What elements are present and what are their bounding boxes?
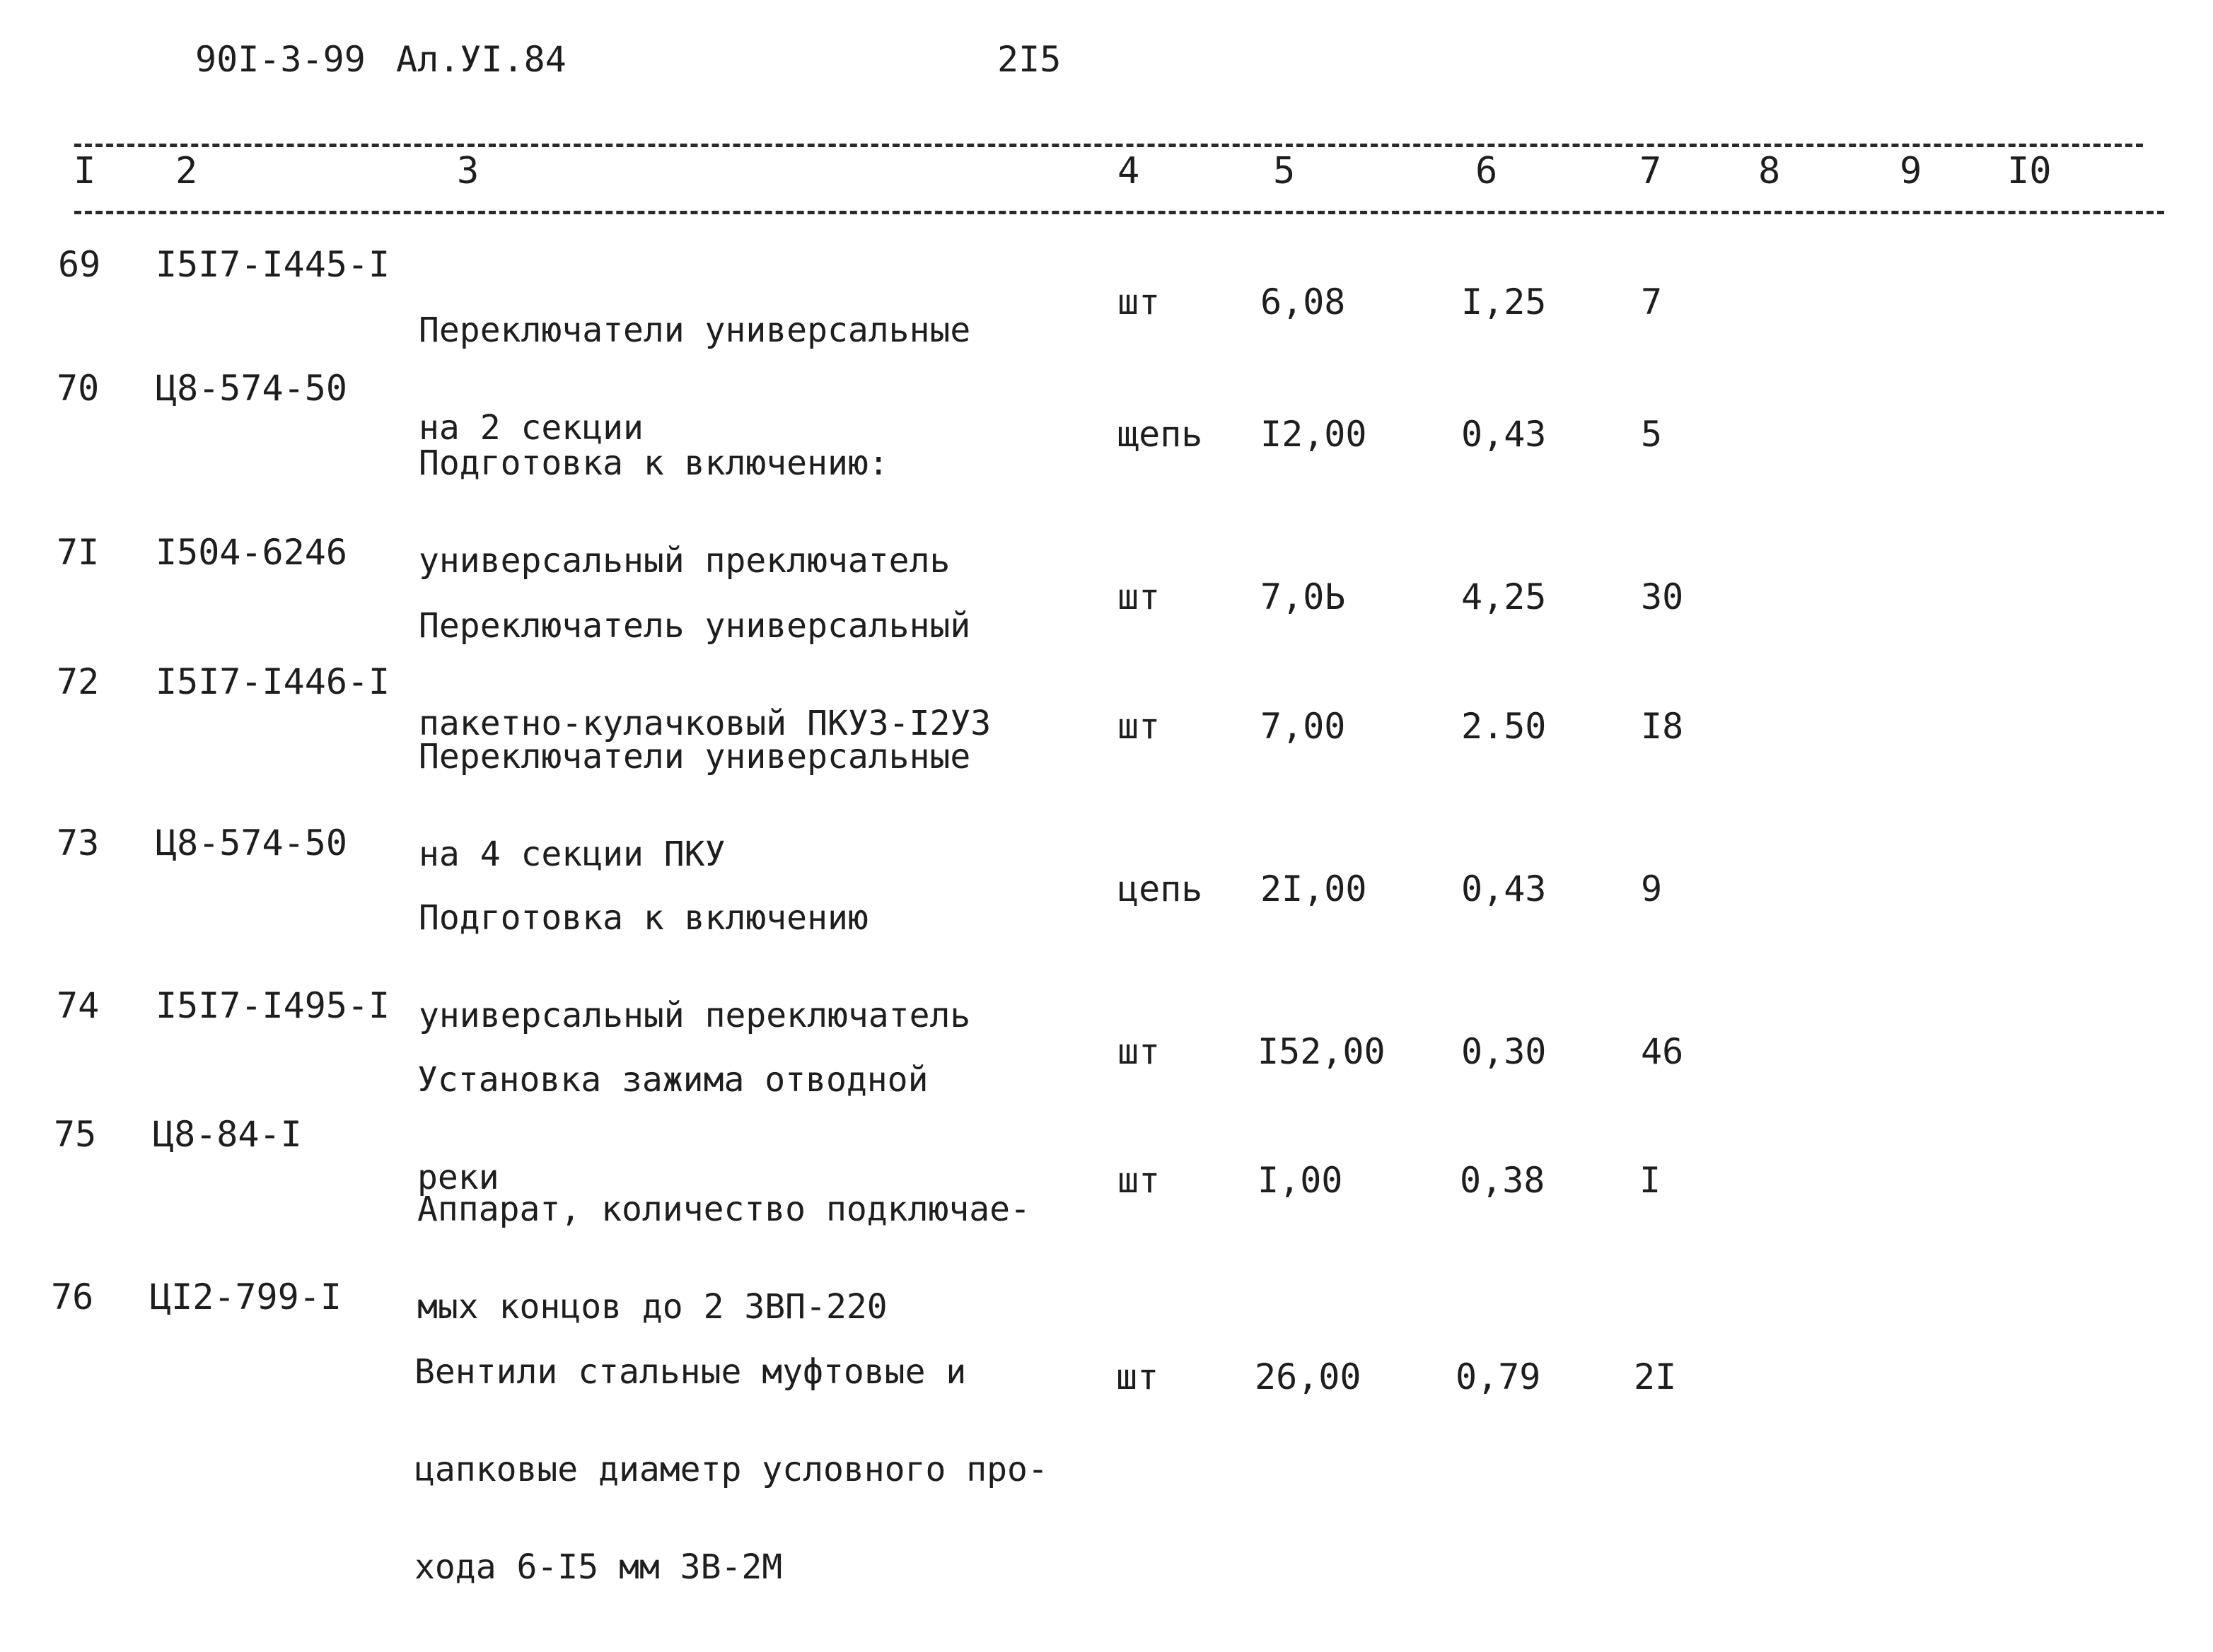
- row-code: Ц8-574-50: [156, 822, 347, 863]
- row-norm: 0,30: [1461, 1031, 1547, 1072]
- row-quantity: I52,00: [1257, 1031, 1386, 1072]
- row-total: 30: [1641, 576, 1684, 617]
- album-code: Ал.УI.84: [396, 39, 567, 80]
- row-total: 9: [1641, 868, 1663, 909]
- row-norm: 0,43: [1461, 414, 1547, 455]
- row-total: I: [1639, 1160, 1661, 1201]
- row-description-line: хода 6-I5 мм ЗВ-2М: [414, 1547, 783, 1587]
- document-code: 90I-3-99: [195, 39, 366, 80]
- row-quantity: 7,0Ь: [1260, 576, 1346, 617]
- row-unit: шт: [1117, 706, 1161, 747]
- column-header-7: 7: [1639, 150, 1662, 192]
- table-top-rule: [74, 144, 2143, 147]
- column-header-6: 6: [1475, 150, 1498, 192]
- row-number: 74: [57, 985, 100, 1026]
- row-description-line: Переключатель универсальный: [419, 606, 971, 646]
- row-norm: 0,43: [1461, 868, 1547, 909]
- row-description-line: универсальный преключатель: [419, 541, 951, 581]
- column-header-9: 9: [1900, 150, 1922, 192]
- row-description-line: Подготовка к включению:: [419, 443, 889, 483]
- row-total: 2I: [1634, 1356, 1677, 1397]
- column-header-2: 2: [175, 150, 198, 192]
- row-norm: 0,79: [1456, 1356, 1541, 1397]
- row-number: 75: [54, 1114, 97, 1155]
- row-norm: 2.50: [1461, 706, 1547, 747]
- row-unit: шт: [1117, 576, 1161, 617]
- row-quantity: I2,00: [1260, 414, 1367, 455]
- row-unit: щепь: [1117, 414, 1203, 455]
- row-total: 46: [1641, 1031, 1684, 1072]
- row-number: 69: [58, 244, 101, 285]
- column-header-4: 4: [1117, 150, 1140, 192]
- column-header-3: 3: [457, 150, 480, 192]
- row-code: ЦI2-799-I: [150, 1276, 342, 1317]
- row-unit: шт: [1116, 1356, 1159, 1397]
- row-number: 7I: [57, 532, 100, 573]
- row-description-line: универсальный переключатель: [419, 996, 971, 1035]
- row-description-line: Вентили стальные муфтовые и: [414, 1352, 967, 1392]
- row-quantity: 2I,00: [1260, 868, 1367, 909]
- row-norm: I,25: [1461, 281, 1547, 322]
- row-code: I504-6246: [156, 532, 347, 573]
- row-unit: цепь: [1117, 868, 1203, 909]
- row-total: 5: [1641, 414, 1663, 455]
- row-description-line: на 2 секции: [419, 408, 644, 448]
- row-description-line: реки: [417, 1158, 499, 1197]
- row-norm: 4,25: [1461, 576, 1547, 617]
- row-description-line: Аппарат, количество подключае-: [417, 1189, 1030, 1229]
- row-description-line: Подготовка к включению: [419, 898, 869, 938]
- row-description-line: мых концов до 2 ЗВП-220: [417, 1287, 888, 1327]
- row-number: 70: [57, 368, 100, 409]
- row-unit: шт: [1117, 281, 1161, 322]
- column-header-10: I0: [2007, 150, 2052, 192]
- row-unit: шт: [1117, 1160, 1161, 1201]
- row-quantity: I,00: [1257, 1160, 1343, 1201]
- row-number: 76: [51, 1276, 94, 1317]
- row-quantity: 6,08: [1260, 281, 1346, 322]
- row-code: I5I7-I445-I: [156, 244, 390, 285]
- row-number: 72: [57, 661, 100, 702]
- row-unit: шт: [1117, 1031, 1161, 1072]
- row-norm: 0,38: [1460, 1160, 1545, 1201]
- row-code: Ц8-574-50: [156, 368, 347, 409]
- row-code: Ц8-84-I: [153, 1114, 302, 1155]
- row-description-line: пакетно-кулачковый ПКУЗ-I2УЗ: [419, 704, 992, 743]
- row-description-line: цапковые диаметр условного про-: [414, 1450, 1048, 1489]
- row-code: I5I7-I446-I: [156, 661, 390, 702]
- row-total: I8: [1641, 706, 1684, 747]
- row-quantity: 26,00: [1255, 1356, 1361, 1397]
- page-number: 2I5: [997, 39, 1062, 80]
- row-description-line: Установка зажима отводной: [417, 1060, 929, 1100]
- row-total: 7: [1641, 281, 1663, 322]
- column-header-1: I: [74, 150, 96, 192]
- row-description: [414, 1287, 1048, 1648]
- row-code: I5I7-I495-I: [156, 985, 390, 1026]
- column-header-5: 5: [1273, 150, 1296, 192]
- row-quantity: 7,00: [1260, 706, 1346, 747]
- row-description-line: Переключатели универсальные: [419, 737, 971, 776]
- row-number: 73: [57, 822, 100, 863]
- column-header-8: 8: [1758, 150, 1781, 192]
- header-bottom-rule: [74, 211, 2164, 214]
- row-description-line: на 4 секции ПКУ: [419, 834, 726, 874]
- row-description-line: Переключатели универсальные: [419, 310, 971, 350]
